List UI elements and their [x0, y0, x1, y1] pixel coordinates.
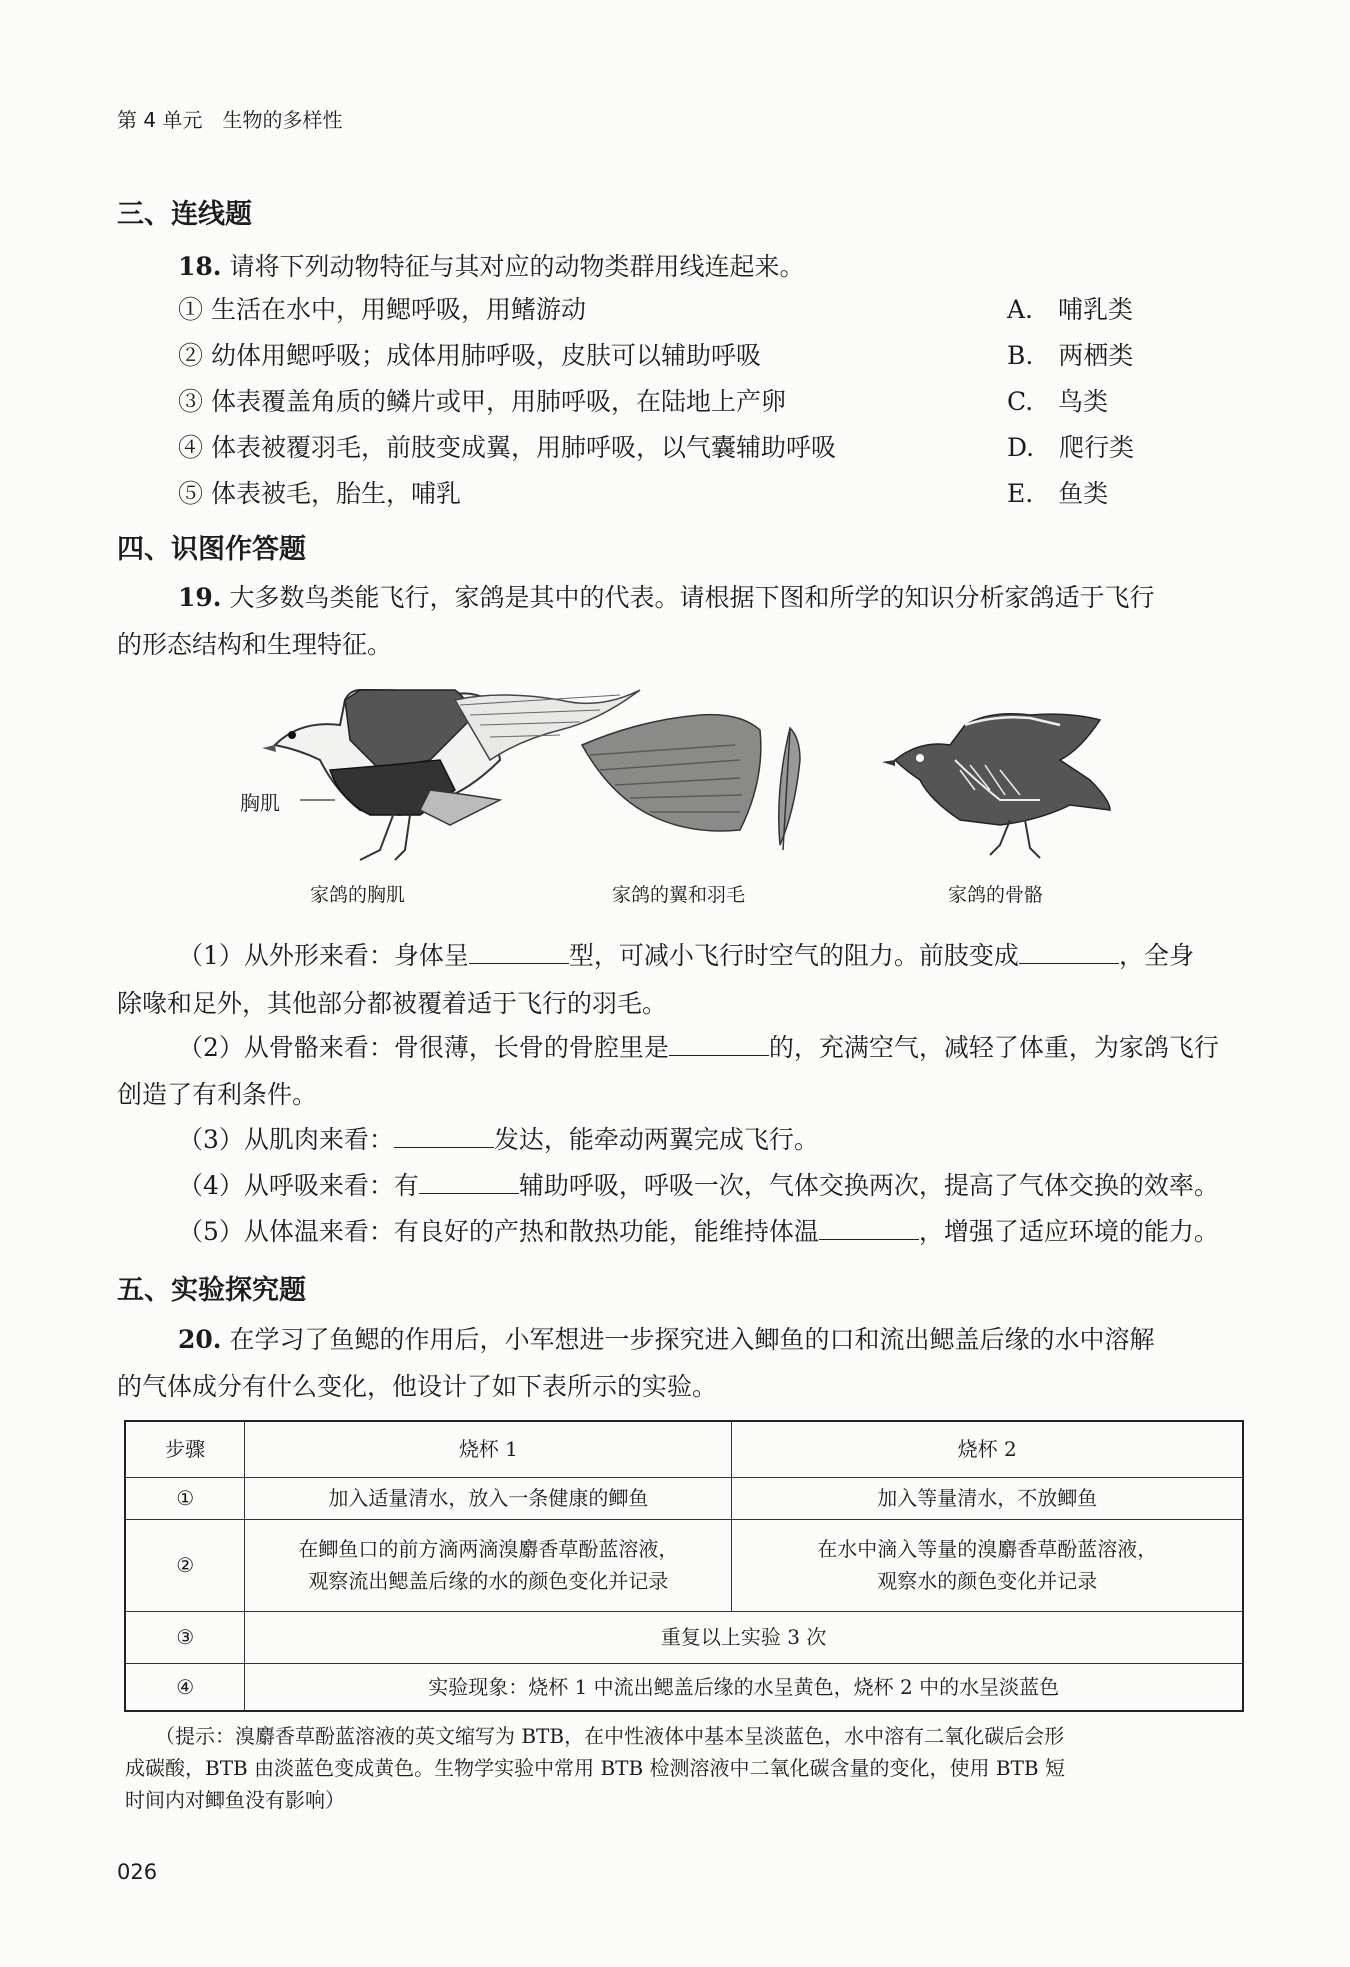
q19-p5-text-a: （5）从体温来看：有良好的产热和散热功能，能维持体温	[178, 1217, 819, 1246]
section-4-title: 四、识图作答题	[117, 534, 306, 565]
answer-blank[interactable]	[669, 1033, 769, 1056]
caption-wing: 家鸽的翼和羽毛	[612, 884, 746, 906]
step-number: ②	[125, 1519, 245, 1611]
answer-blank[interactable]	[394, 1125, 494, 1148]
answer-blank[interactable]	[1019, 941, 1119, 964]
group-d: D. 爬行类	[1007, 433, 1135, 462]
step-number: ④	[125, 1663, 245, 1711]
q19-p1-text-c: ，全身	[1118, 941, 1194, 970]
q18-number: 18.	[178, 252, 222, 281]
q19-part-3	[178, 1120, 819, 1156]
pigeon-skeleton-figure	[882, 714, 1110, 858]
header-step: 步骤	[125, 1421, 245, 1477]
table-row	[125, 1477, 1243, 1519]
cell-line: 观察水的颜色变化并记录	[877, 1569, 1098, 1593]
q19-part-2	[178, 1028, 1219, 1064]
merged-cell: 实验现象：烧杯 1 中流出鳃盖后缘的水呈黄色，烧杯 2 中的水呈淡蓝色	[245, 1663, 1243, 1711]
q19-part-2-cont: 创造了有利条件。	[117, 1080, 318, 1109]
feature-2: ② 幼体用鳃呼吸；成体用肺呼吸，皮肤可以辅助呼吸	[178, 341, 761, 370]
table-row	[125, 1663, 1243, 1711]
pectoral-muscle-label: 胸肌	[240, 791, 280, 815]
experiment-table	[124, 1420, 1244, 1712]
q19-p1-text-b: 型，可减小飞行时空气的阻力。前肢变成	[568, 941, 1019, 970]
section-3-title: 三、连线题	[117, 199, 252, 230]
header-beaker-2: 烧杯 2	[732, 1421, 1243, 1477]
answer-blank[interactable]	[419, 1171, 519, 1194]
merged-cell: 重复以上实验 3 次	[245, 1611, 1243, 1663]
q20-stem-1	[178, 1320, 1154, 1356]
q20-stem-2: 的气体成分有什么变化，他设计了如下表所示的实验。	[117, 1372, 718, 1401]
unit-header: 第 4 单元 生物的多样性	[117, 108, 343, 132]
answer-blank[interactable]	[469, 941, 569, 964]
hint-line-2: 成碳酸，BTB 由淡蓝色变成黄色。生物学实验中常用 BTB 检测溶液中二氧化碳含量的变化，使用 BTB 短	[125, 1756, 1065, 1780]
section-5-title: 五、实验探究题	[117, 1275, 306, 1306]
header-beaker-1: 烧杯 1	[245, 1421, 732, 1477]
q19-p3-text-a: （3）从肌肉来看：	[178, 1125, 394, 1154]
wing-and-feather-figure	[582, 715, 800, 850]
step-number: ③	[125, 1611, 245, 1663]
q19-p1-text-a: （1）从外形来看：身体呈	[178, 941, 469, 970]
step-number: ①	[125, 1477, 245, 1519]
q19-part-1-cont: 除喙和足外，其他部分都被覆着适于飞行的羽毛。	[117, 989, 668, 1018]
q19-part-4	[178, 1166, 1219, 1202]
answer-blank[interactable]	[819, 1217, 919, 1240]
table-header-row	[125, 1421, 1243, 1477]
feature-4: ④ 体表被覆羽毛，前肢变成翼，用肺呼吸，以气囊辅助呼吸	[178, 433, 836, 462]
table-row	[125, 1519, 1243, 1611]
beaker-1-cell: 加入适量清水，放入一条健康的鲫鱼	[245, 1477, 732, 1519]
group-e: E. 鱼类	[1007, 479, 1109, 508]
group-a: A. 哺乳类	[1007, 295, 1134, 324]
q19-text: 大多数鸟类能飞行，家鸽是其中的代表。请根据下图和所学的知识分析家鸽适于飞行	[229, 583, 1155, 612]
feature-5: ⑤ 体表被毛，胎生，哺乳	[178, 479, 461, 508]
q19-p3-text-b: 发达，能牵动两翼完成飞行。	[493, 1125, 819, 1154]
beaker-2-cell: 加入等量清水，不放鲫鱼	[732, 1477, 1243, 1519]
q20-text: 在学习了鱼鳃的作用后，小军想进一步探究进入鲫鱼的口和流出鳃盖后缘的水中溶解	[229, 1325, 1155, 1354]
pigeon-figures	[0, 0, 1350, 920]
cell-line: 在水中滴入等量的溴麝香草酚蓝溶液，	[817, 1537, 1158, 1561]
group-c: C. 鸟类	[1007, 387, 1109, 416]
q19-p2-text-b: 的，充满空气，减轻了体重，为家鸽飞行	[768, 1033, 1219, 1062]
beaker-1-cell	[245, 1519, 732, 1611]
beaker-2-cell	[732, 1519, 1243, 1611]
caption-muscle: 家鸽的胸肌	[310, 884, 406, 906]
hint-line-1: （提示：溴麝香草酚蓝溶液的英文缩写为 BTB，在中性液体中基本呈淡蓝色，水中溶有二氧化碳后会形	[155, 1724, 1065, 1748]
cell-line: 在鲫鱼口的前方滴两滴溴麝香草酚蓝溶液，	[298, 1537, 679, 1561]
q19-p4-text-b: 辅助呼吸，呼吸一次，气体交换两次，提高了气体交换的效率。	[518, 1171, 1219, 1200]
q19-p4-text-a: （4）从呼吸来看：有	[178, 1171, 419, 1200]
cell-line: 观察流出鳃盖后缘的水的颜色变化并记录	[308, 1569, 669, 1593]
page-number: 026	[117, 1860, 158, 1884]
caption-skeleton: 家鸽的骨骼	[948, 884, 1044, 906]
hint-line-3: 时间内对鲫鱼没有影响）	[125, 1788, 345, 1812]
pigeon-muscle-figure	[262, 690, 640, 860]
q19-part-1	[178, 936, 1194, 972]
q20-number: 20.	[178, 1325, 222, 1354]
feature-3: ③ 体表覆盖角质的鳞片或甲，用肺呼吸，在陆地上产卵	[178, 387, 786, 416]
group-b: B. 两栖类	[1007, 341, 1134, 370]
q18-text: 请将下列动物特征与其对应的动物类群用线连起来。	[229, 252, 805, 281]
table-row	[125, 1611, 1243, 1663]
q19-p2-text-a: （2）从骨骼来看：骨很薄，长骨的骨腔里是	[178, 1033, 669, 1062]
q19-number: 19.	[178, 583, 222, 612]
feature-1: ① 生活在水中，用鳃呼吸，用鳍游动	[178, 295, 586, 324]
q19-p5-text-b: ，增强了适应环境的能力。	[918, 1217, 1219, 1246]
q19-stem-2: 的形态结构和生理特征。	[117, 630, 393, 659]
q19-part-5	[178, 1212, 1219, 1248]
